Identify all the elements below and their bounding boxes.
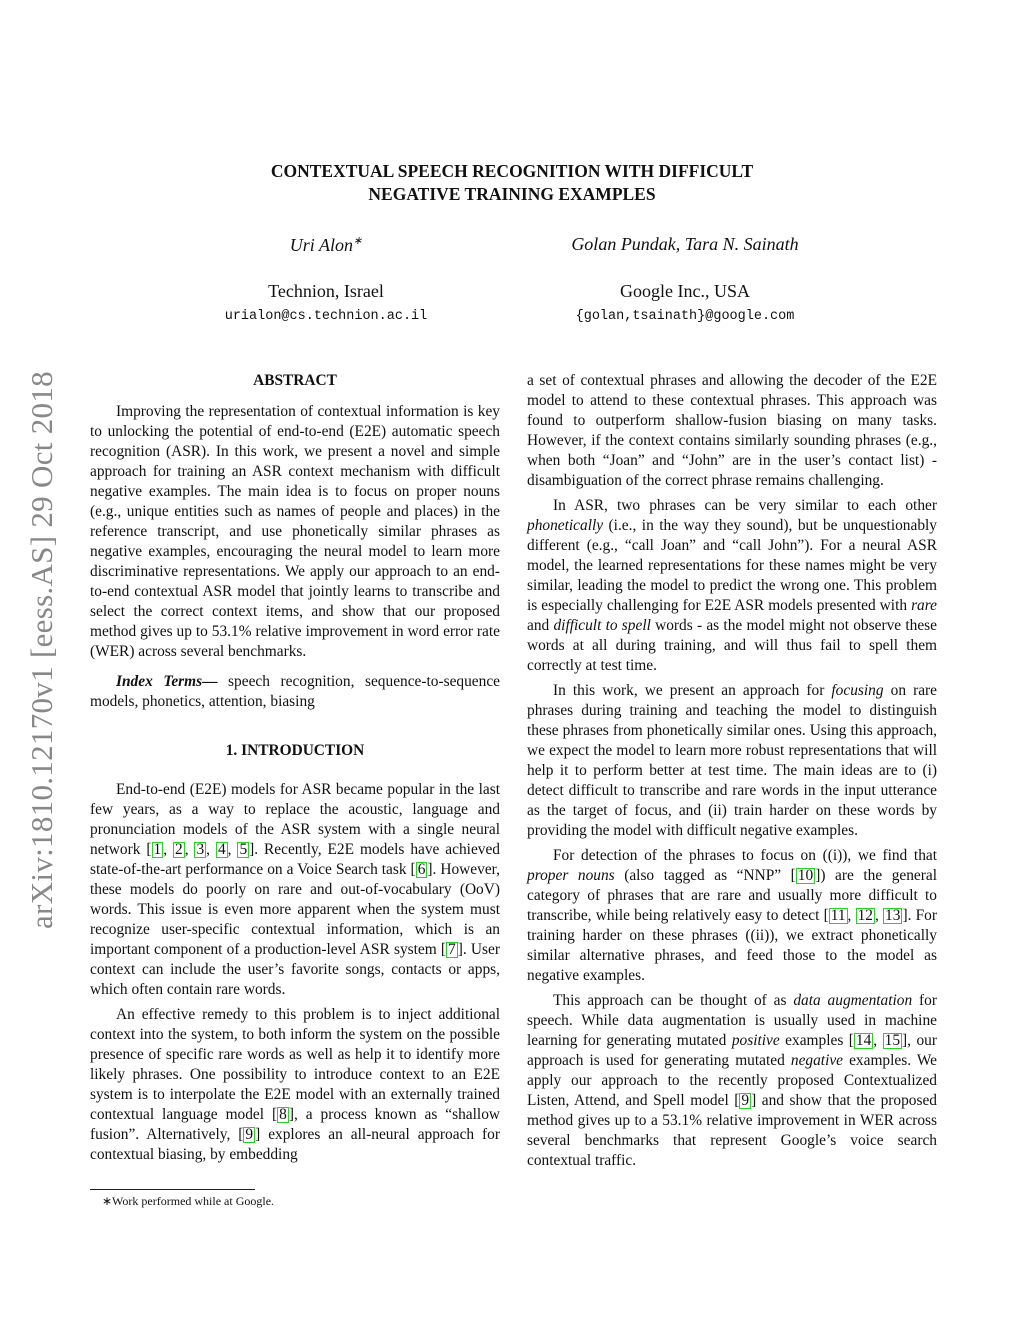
text-run: (i.e., in the way they sound), but be unquestionably different (e.g., “call Joan” and “call John”). For a neural ASR model, the learned representations for these names might be very similar, leading the model to predict the wrong one. This problem is especially challenging for E2E ASR models presented with bbox=[527, 517, 937, 614]
text-run: speech recognition, sequence-to-sequence models, phonetics, attention, biasing bbox=[90, 673, 500, 710]
text-run: phonetically bbox=[527, 517, 604, 534]
citation-link[interactable]: 7 bbox=[448, 941, 456, 958]
text-run: , bbox=[227, 841, 238, 858]
citation-link[interactable]: 14 bbox=[855, 1032, 872, 1049]
text-run: for speech. While data augmentation is usually used in machine learning for generating mutated bbox=[527, 992, 938, 1049]
text-run: ], a process known as “shallow fusion”. Alternatively, [ bbox=[90, 1106, 500, 1143]
right-column bbox=[527, 371, 937, 1176]
paragraph bbox=[527, 991, 937, 1171]
affiliation-1: Technion, Israel bbox=[268, 281, 384, 301]
text-run: words - as the model might not observe these words at all during training, and will thus fail to spell them correctly at test time. bbox=[527, 617, 937, 674]
text-run: proper nouns bbox=[527, 867, 615, 884]
text-run: ]. However, these models do poorly on rare and out-of-vocabulary (OoV) words. This issue is even more apparent when the system must recognize user-specific contextual information, which is an important component of a production-level ASR system [ bbox=[90, 861, 500, 958]
text-run: examples [ bbox=[779, 1032, 854, 1049]
footnote-rule bbox=[90, 1189, 255, 1190]
text-run: negative bbox=[790, 1052, 844, 1069]
text-run: examples. We apply our approach to the recently proposed Contextualized Listen, Attend, and Spell model [ bbox=[527, 1052, 938, 1109]
citation-link[interactable]: 4 bbox=[217, 841, 226, 858]
paper-title bbox=[0, 160, 1024, 206]
text-run: , bbox=[847, 907, 856, 924]
text-run: In this work, we present an approach for bbox=[553, 682, 832, 699]
text-run: , bbox=[163, 841, 173, 858]
text-run: ]. User context can include the user’s favorite songs, contacts or apps, which often contain rare words. bbox=[90, 941, 500, 998]
text-run: positive bbox=[731, 1032, 780, 1049]
text-run: and bbox=[527, 617, 554, 634]
abstract-text bbox=[90, 402, 500, 662]
citation-link[interactable]: 9 bbox=[741, 1092, 750, 1109]
citation-link[interactable]: 11 bbox=[830, 907, 846, 924]
text-run: , bbox=[206, 841, 216, 858]
section-heading: 1. INTRODUCTION bbox=[225, 742, 365, 759]
text-run: , bbox=[184, 841, 195, 858]
text-run: Improving the representation of contextual information is key to unlocking the potential of end-to-end (E2E) automatic speech recognition (ASR). In this work, we present a novel and simple approach for training an ASR context mechanism with difficult negative examples. The main idea is to focus on proper nouns (e.g., unique entities such as names of people and places) in the reference transcript, and use phonetically similar phrases as negative examples, encouraging the neural model to learn more discriminative representations. We apply our approach to an end-to-end contextual ASR model that jointly learns to transcribe and select the correct context items, and show that our proposed method gives up to 53.1% relative improvement in word error rate (WER) across several benchmarks. bbox=[90, 403, 500, 660]
paragraph bbox=[90, 780, 500, 1000]
text-run: difficult to spell bbox=[553, 617, 651, 634]
text-run: ] and show that the proposed method gives up to a 53.1% relative improvement in WER across several benchmarks that represent Google’s voice search contextual traffic. bbox=[527, 1092, 937, 1169]
paragraph bbox=[90, 1005, 500, 1165]
text-run: For detection of the phrases to focus on ((i)), we find that bbox=[553, 847, 937, 864]
paragraph bbox=[527, 681, 937, 841]
text-run: data augmentation bbox=[793, 992, 913, 1009]
citation-link[interactable]: 2 bbox=[174, 841, 183, 858]
citation-link[interactable]: 10 bbox=[797, 867, 814, 884]
paragraph bbox=[527, 496, 937, 676]
text-run: ]) are the general category of phrases that are rare and usually more difficult to transcribe, while being relatively easy to detect [ bbox=[527, 867, 937, 924]
text-run: , bbox=[873, 1032, 883, 1049]
index-terms bbox=[90, 672, 500, 712]
email-2: {golan,tsainath}@google.com bbox=[575, 309, 795, 324]
abstract-heading: ABSTRACT bbox=[253, 372, 337, 389]
text-run: In ASR, two phrases can be very similar to each other bbox=[553, 497, 937, 514]
text-run: on rare phrases during training and teaching the model to distinguish these phrases from phonetically similar ones. Using this approach, we expect the model to learn more robust representations that will help it to perform better at test time. The main ideas are to (i) detect difficult to transcribe and rare words in the input utterance as the target of focus, and (ii) train harder on these words by providing the model with difficult negative examples. bbox=[527, 682, 937, 839]
text-run: This approach can be thought of as bbox=[553, 992, 794, 1009]
text-run: rare bbox=[911, 597, 937, 614]
citation-link[interactable]: 8 bbox=[279, 1106, 287, 1123]
affiliation-2: Google Inc., USA bbox=[620, 281, 750, 301]
citation-link[interactable]: 9 bbox=[245, 1126, 254, 1143]
arxiv-stamp: arXiv:1810.12170v1 [eess.AS] 29 Oct 2018 bbox=[24, 371, 59, 929]
text-run: a set of contextual phrases and allowing the decoder of the E2E model to attend to these contextual phrases. This approach was found to outperform shallow-fusion biasing on many tasks. However, if the context contains similarly sounding phrases (e.g., when both “Joan” and “John” are in the user’s contact list) - disambiguation of the correct phrase remains challenging. bbox=[527, 372, 937, 489]
footnote: ∗Work performed while at Google. bbox=[102, 1194, 275, 1208]
text-run: , bbox=[874, 907, 884, 924]
text-run: ] explores an all-neural approach for contextual biasing, by embedding bbox=[90, 1126, 500, 1163]
text-run: ]. For training harder on these phrases ((ii)), we extract phonetically similar alternative phrases, and feed those to the model as negative examples. bbox=[527, 907, 938, 984]
text-run: ]. Recently, E2E models have achieved state-of-the-art performance on a Voice Search task [ bbox=[90, 841, 500, 878]
title-line-1: CONTEXTUAL SPEECH RECOGNITION WITH DIFFICULT bbox=[270, 161, 754, 181]
text-run: An effective remedy to this problem is to inject additional context into the system, to both inform the system on the possible presence of specific rare words as well as help it to identify more likely phrases. One possibility to introduce context to an E2E system is to interpolate the E2E model with an externally trained contextual language model [ bbox=[90, 1006, 500, 1123]
footnote-mark: ∗ bbox=[352, 235, 363, 247]
citation-link[interactable]: 5 bbox=[239, 841, 248, 858]
paragraph bbox=[527, 846, 937, 986]
citation-link[interactable]: 13 bbox=[885, 907, 901, 924]
author-1-name: Uri Alon bbox=[289, 235, 353, 255]
citation-link[interactable]: 6 bbox=[417, 861, 426, 878]
citation-link[interactable]: 1 bbox=[153, 841, 162, 858]
text-run: Index Terms— bbox=[116, 673, 218, 690]
title-line-2: NEGATIVE TRAINING EXAMPLES bbox=[368, 184, 656, 204]
left-column bbox=[90, 371, 500, 1170]
author-1 bbox=[176, 234, 476, 256]
text-run: End-to-end (E2E) models for ASR became popular in the last few years, as a way to replace the acoustic, language and pronunciation models of the ASR system with a single neural network [ bbox=[90, 781, 500, 858]
citation-link[interactable]: 15 bbox=[884, 1032, 901, 1049]
text-run: ], our approach is used for generating mutated bbox=[527, 1032, 937, 1069]
author-2: Golan Pundak, Tara N. Sainath bbox=[571, 234, 799, 254]
citation-link[interactable]: 12 bbox=[857, 907, 873, 924]
citation-link[interactable]: 3 bbox=[196, 841, 205, 858]
text-run: focusing bbox=[831, 682, 884, 699]
paragraph bbox=[527, 371, 937, 491]
text-run: (also tagged as “NNP” [ bbox=[614, 867, 796, 884]
email-1: urialon@cs.technion.ac.il bbox=[224, 309, 428, 324]
